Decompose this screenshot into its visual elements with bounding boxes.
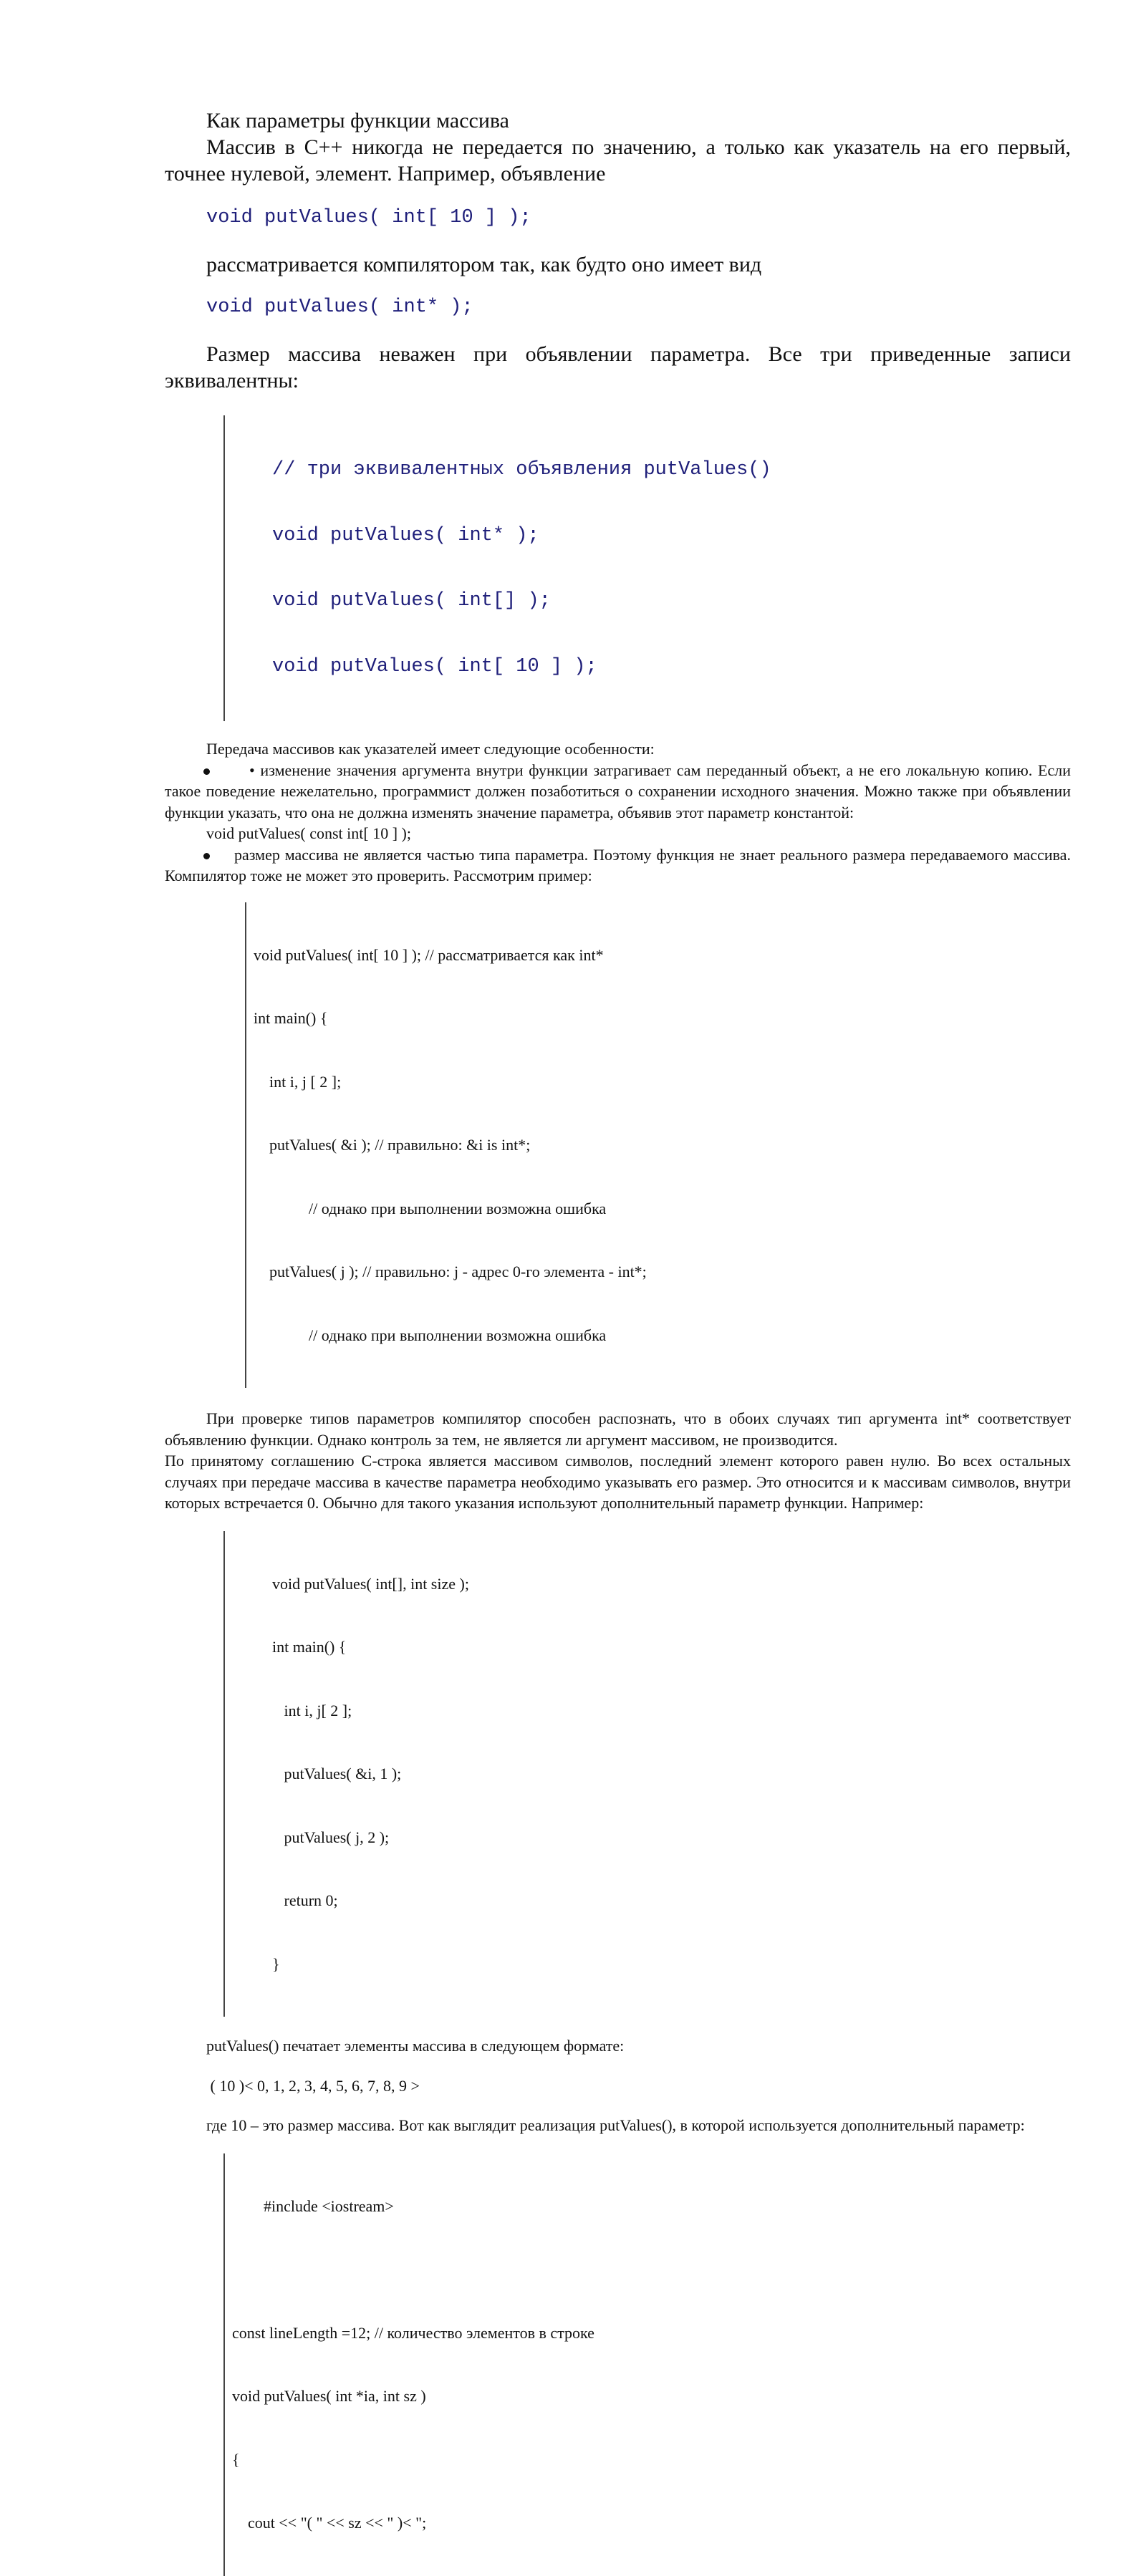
paragraph-type-check: При проверке типов параметров компилятор способен распознать, что в обоих случаях тип аргумента int* соответствует объявлению функции. Однако контроль за тем, не является ли аргумент массивом, не производится. bbox=[165, 1409, 1071, 1449]
paragraph-compiler-view: рассматривается компилятором так, как будто оно имеет вид bbox=[206, 253, 762, 276]
code-line: #include <iostream> bbox=[232, 2196, 394, 2215]
paragraph-features-intro: Передача массивов как указателей имеет следующие особенности: bbox=[206, 740, 655, 758]
paragraph-print-format: putValues() печатает элементы массива в следующем формате: bbox=[206, 2037, 625, 2055]
code-line: void putValues( int *ia, int sz ) bbox=[232, 2387, 426, 2405]
code-line: } bbox=[272, 1954, 280, 1973]
bullet-1-text: • изменение значения аргумента внутри функции затрагивает сам переданный объект, а не его локальную копию. Если такое поведение нежелательно, программист должен позаботиться о сохранении исходного значения. Можно также при объявлении функции указать, что она не должна изменять значение параметра, объявив этот параметр константой: bbox=[165, 761, 1071, 821]
code-line: int i, j [ 2 ]; bbox=[254, 1072, 342, 1091]
code-line: void putValues( int[ 10 ] ); // рассматривается как int* bbox=[254, 945, 604, 964]
code-line: { bbox=[232, 2450, 240, 2469]
code-line: putValues( &i, 1 ); bbox=[272, 1765, 402, 1783]
code-line: const lineLength =12; // количество элементов в строке bbox=[232, 2323, 594, 2342]
code-line: return 0; bbox=[272, 1891, 338, 1909]
code-line: int main() { bbox=[254, 1009, 328, 1027]
code-block-main-example bbox=[245, 902, 1071, 1389]
paragraph-size-unimportant: Размер массива неважен при объявлении параметра. Все три приведенные записи эквивалентны: bbox=[165, 342, 1071, 392]
code-line: putValues( &i ); // правильно: &i is int*; bbox=[254, 1136, 531, 1154]
code-declaration-int10: void putValues( int[ 10 ] ); bbox=[206, 207, 531, 228]
bullet-icon bbox=[203, 853, 210, 859]
code-line: putValues( j ); // правильно: j - адрес 0-го элемента - int*; bbox=[254, 1263, 647, 1280]
code-block-equivalent-declarations bbox=[223, 415, 1071, 721]
format-example: ( 10 )< 0, 1, 2, 3, 4, 5, 6, 7, 8, 9 > bbox=[206, 2076, 420, 2095]
code-block-implementation bbox=[223, 2153, 1071, 2576]
code-line: cout << "( " << sz << " )< "; bbox=[232, 2514, 427, 2532]
code-line: int i, j[ 2 ]; bbox=[272, 1701, 352, 1719]
code-line: // однако при выполнении возможна ошибка bbox=[254, 1326, 607, 1344]
section-heading: Как параметры функции массива bbox=[206, 109, 509, 132]
document-page bbox=[165, 107, 1071, 2576]
code-declaration-pointer: void putValues( int* ); bbox=[206, 296, 473, 318]
code-line: // однако при выполнении возможна ошибка bbox=[254, 1199, 607, 1217]
code-block-size-param bbox=[223, 1531, 1071, 2017]
code-line: void putValues( int[] ); bbox=[272, 590, 551, 612]
code-line: void putValues( int[ 10 ] ); bbox=[272, 655, 597, 677]
paragraph-array-passing: Массив в C++ никогда не передается по значению, а только как указатель на его первый, точнее нулевой, элемент. Например, объявление bbox=[165, 135, 1071, 185]
code-line: void putValues( int[], int size ); bbox=[272, 1574, 469, 1593]
code-line bbox=[232, 2259, 1071, 2280]
list-item-bullet-2 bbox=[165, 844, 1071, 887]
code-line: // три эквивалентных объявления putValues() bbox=[272, 459, 771, 481]
list-item-bullet-1 bbox=[165, 760, 1071, 824]
const-declaration: void putValues( const int[ 10 ] ); bbox=[206, 824, 411, 842]
bullet-icon bbox=[203, 768, 210, 775]
code-line: int main() { bbox=[272, 1638, 347, 1656]
bullet-2-text: размер массива не является частью типа параметра. Поэтому функция не знает реального размера передаваемого массива. Компилятор тоже не может это проверить. Рассмотрим пример: bbox=[165, 845, 1071, 884]
paragraph-implementation: где 10 – это размер массива. Вот как выглядит реализация putValues(), в которой используется дополнительный параметр: bbox=[206, 2116, 1025, 2134]
code-line: putValues( j, 2 ); bbox=[272, 1828, 390, 1846]
code-line: void putValues( int* ); bbox=[272, 524, 539, 546]
paragraph-c-string: По принятому соглашению C-строка является массивом символов, последний элемент которого равен нулю. Во всех остальных случаях при передаче массива в качестве параметра необходимо указывать его размер. Это относится и к массивам символов, внутри которых встречается 0. Обычно для такого указания используют дополнительный параметр функции. Например: bbox=[165, 1452, 1071, 1512]
